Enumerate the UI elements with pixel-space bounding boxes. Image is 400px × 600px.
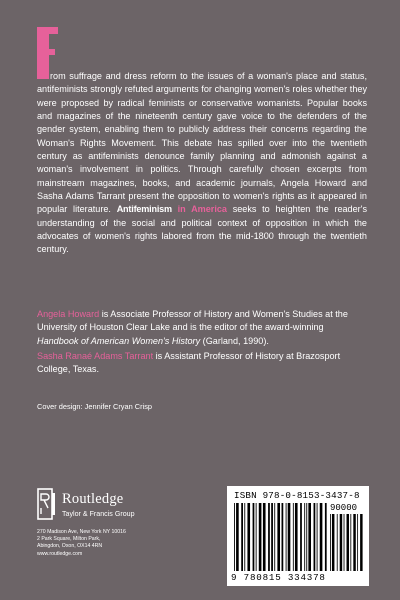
isbn-number: ISBN 978-0-8153-3437-8 — [234, 490, 360, 501]
barcode-bar — [314, 503, 316, 571]
barcode-bar — [353, 514, 355, 571]
cover-design-credit: Cover design: Jennifer Cryan Crisp — [37, 402, 153, 411]
barcode-bar — [350, 514, 351, 571]
barcode-bar — [304, 503, 305, 571]
back-cover-blurb — [37, 70, 367, 257]
barcode-bar — [320, 503, 323, 571]
barcode-bar — [344, 514, 345, 571]
barcode-bar — [332, 514, 334, 571]
barcode-bar — [288, 503, 291, 571]
barcode-bar — [274, 503, 275, 571]
barcode-bar — [282, 503, 284, 571]
bio-howard-book-title: Handbook of American Women's History — [37, 335, 201, 346]
barcode-bar — [293, 503, 294, 571]
publisher-group: Taylor & Francis Group — [62, 510, 135, 518]
book-title-in-america: in America — [177, 204, 227, 215]
barcode-bar — [256, 503, 257, 571]
bio-howard-text: is Associate Professor of History and Women's Studies at the University of Houston Clear Lake and is the editor of the award-winning — [37, 309, 348, 333]
barcode-bar — [234, 503, 235, 571]
barcode-bar — [286, 503, 287, 571]
blurb-text-part1: rom suffrage and dress reform to the issues of a woman's place and status, antifeminists strongly refuted arguments for changing women's roles whether they were proposed by radical feminists or conservative womanists. Popular books and magazines of the nineteenth century gave voice to the defenders of the gender system, enabling them to publicly address their concerns regarding the Woman's Rights Movement. This debate has spilled over into the twentieth century as antifeminists denounce family planning and admonish against a woman's involvement in politics. Through carefully chosen excerpts from mainstream magazines, books, and academic journals, Angela Howard and Sasha Adams Tarrant present the opposition to women's rights as it appeared in popular literature. — [37, 71, 367, 215]
barcode-bar — [300, 503, 302, 571]
barcode-bar — [347, 514, 349, 571]
barcode-bar — [340, 514, 342, 571]
author-name-tarrant: Sasha Ranaé Adams Tarrant — [37, 351, 154, 361]
barcode-bar — [236, 503, 239, 571]
book-title-antifeminism: Antifeminism — [116, 204, 172, 215]
author-bio-howard — [37, 308, 367, 348]
barcode-bar — [268, 503, 270, 571]
barcode-bar — [317, 503, 318, 571]
ean-number: 9 780815 334378 — [231, 572, 326, 583]
isbn-barcode — [227, 486, 369, 586]
bio-howard-text-after: (Garland, 1990). — [202, 335, 269, 346]
address-line: www.routledge.com — [37, 550, 83, 557]
barcode-bar — [337, 514, 338, 571]
publisher-name: Routledge — [62, 491, 124, 507]
price-addon-number: 90000 — [330, 503, 358, 513]
barcode-bar — [241, 503, 243, 571]
barcode-bar — [330, 514, 331, 571]
routledge-logo-icon — [37, 488, 57, 520]
barcode-bar — [325, 503, 327, 571]
address-line: 270 Madison Ave, New York NY 10016 — [37, 529, 126, 535]
barcode-bar — [247, 503, 250, 571]
barcode-bar — [253, 503, 255, 571]
blurb-text-part2: seeks to heighten the reader's understanding of the social and political context of opposition in which the advocates of women's rights labored from the mid-1800 through the twentieth century. — [37, 204, 367, 255]
barcode-bar — [263, 503, 266, 571]
address-line: 2 Park Square, Milton Park, — [37, 536, 101, 543]
barcode-bar — [271, 503, 273, 571]
barcode-bar — [306, 503, 307, 571]
barcode-bar — [277, 503, 280, 571]
ean-barcode-bars — [234, 503, 328, 571]
barcode-bar — [357, 514, 358, 571]
publisher-address — [37, 529, 126, 558]
address-line: Abingdon, Oxon, OX14 4RN — [37, 543, 103, 550]
barcode-bar — [244, 503, 245, 571]
author-bio-tarrant — [37, 350, 367, 377]
barcode-bar — [259, 503, 262, 571]
barcode-bar — [308, 503, 311, 571]
addon-barcode-bars — [330, 514, 364, 571]
barcode-bar — [295, 503, 298, 571]
bio-tarrant-text: is Assistant Professor of History at Brazosport College, Texas. — [37, 351, 341, 375]
barcode-bar — [360, 514, 362, 571]
author-name-howard: Angela Howard — [37, 309, 100, 319]
